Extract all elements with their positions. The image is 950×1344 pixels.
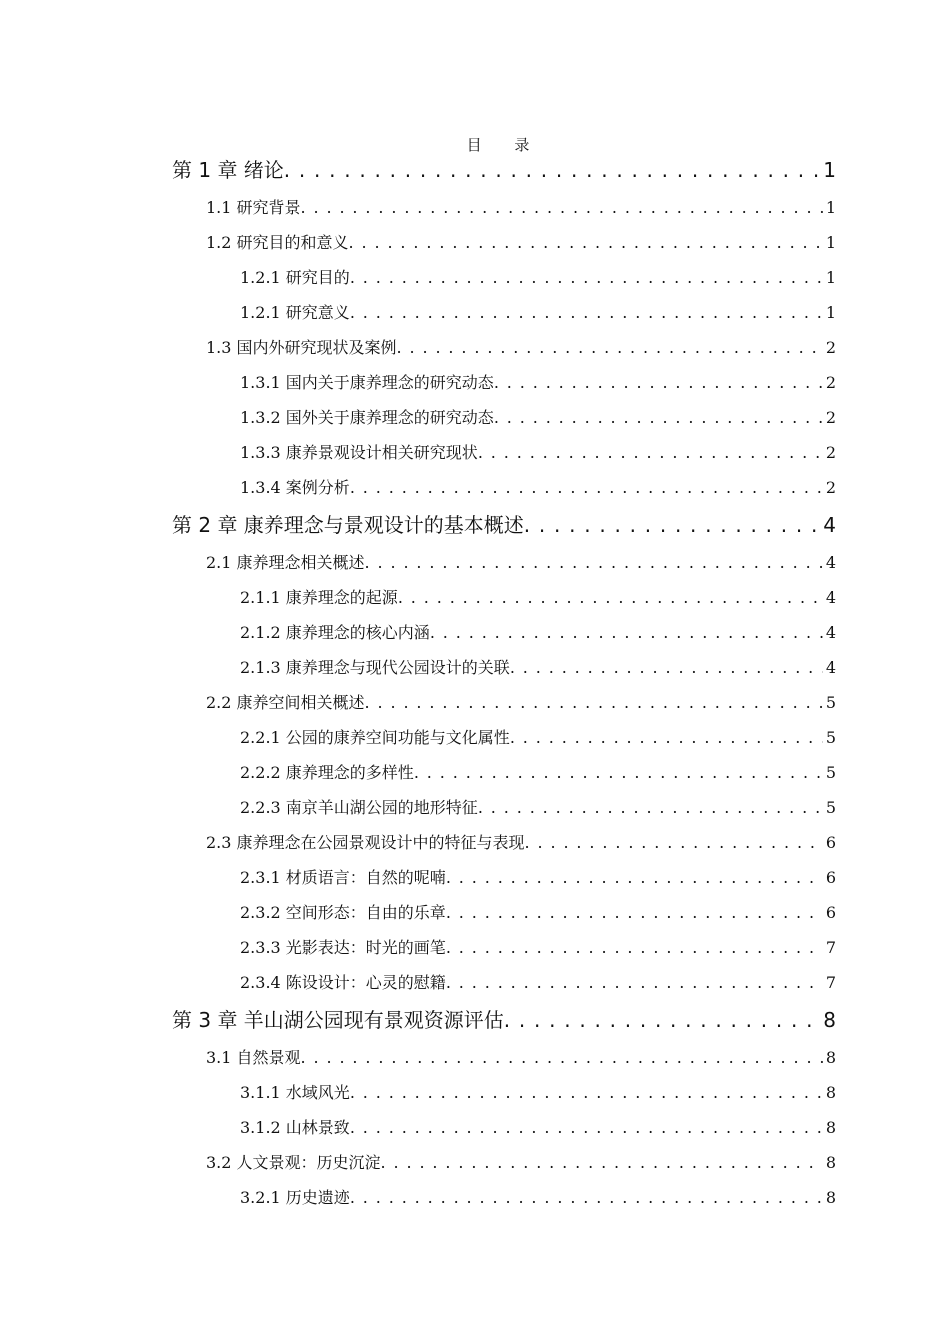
toc-entry-label: 2.3.1 材质语言：自然的呢喃 <box>240 868 446 887</box>
toc-page-number: 1 <box>825 198 836 217</box>
toc-entry <box>240 405 836 431</box>
toc-leader-dots <box>494 373 823 392</box>
toc-entry <box>206 335 836 361</box>
toc-entry <box>240 370 836 396</box>
toc-page-number: 8 <box>825 1188 836 1207</box>
toc-entry-label: 2.2.1 公园的康养空间功能与文化属性 <box>240 728 510 747</box>
toc-page-number: 8 <box>825 1083 836 1102</box>
toc-page-number: 2 <box>825 443 836 462</box>
toc-leader-dots <box>510 658 823 677</box>
toc-entry <box>240 475 836 501</box>
toc-page-number: 2 <box>825 478 836 497</box>
toc-entry-label: 2.2.2 康养理念的多样性 <box>240 763 414 782</box>
toc-entry <box>240 440 836 466</box>
toc-entry-label: 1.3.4 案例分析 <box>240 478 350 497</box>
toc-leader-dots <box>350 1188 823 1207</box>
toc-entry-label: 3.1.2 山林景致 <box>240 1118 350 1137</box>
toc-page-number: 6 <box>825 868 836 887</box>
toc-leader-dots <box>284 158 820 182</box>
toc-entry <box>206 230 836 256</box>
toc-page-number: 6 <box>825 833 836 852</box>
toc-leader-dots <box>430 623 823 642</box>
toc-entry <box>240 655 836 681</box>
toc-leader-dots <box>350 478 823 497</box>
toc-leader-dots <box>414 763 823 782</box>
toc-entry <box>240 585 836 611</box>
toc-entry-label: 第 3 章 羊山湖公园现有景观资源评估 <box>172 1008 504 1032</box>
toc-leader-dots <box>478 798 823 817</box>
toc-entry <box>172 1004 836 1034</box>
toc-entry-label: 2.2 康养空间相关概述 <box>206 693 365 712</box>
toc-leader-dots <box>525 833 823 852</box>
toc-page-number: 1 <box>825 233 836 252</box>
toc-leader-dots <box>398 588 823 607</box>
toc-entry <box>206 830 836 856</box>
toc-entry <box>240 265 836 291</box>
toc-leader-dots <box>301 1048 823 1067</box>
toc-leader-dots <box>524 513 820 537</box>
toc-entry <box>240 1080 836 1106</box>
toc-page-number: 4 <box>823 513 836 537</box>
toc-entry <box>206 195 836 221</box>
toc-page-number: 2 <box>825 338 836 357</box>
toc-page-number: 2 <box>825 373 836 392</box>
toc-entry <box>206 550 836 576</box>
toc-entry-label: 第 1 章 绪论 <box>172 158 284 182</box>
toc-entry <box>206 1150 836 1176</box>
toc-leader-dots <box>446 973 823 992</box>
toc-page-number: 8 <box>825 1048 836 1067</box>
toc-page-number: 8 <box>825 1153 836 1172</box>
toc-page-number: 7 <box>825 973 836 992</box>
toc-entry-label: 2.3.4 陈设设计：心灵的慰籍 <box>240 973 446 992</box>
toc-entry-label: 1.3.3 康养景观设计相关研究现状 <box>240 443 478 462</box>
toc-page-number: 5 <box>825 763 836 782</box>
toc-leader-dots <box>350 268 823 287</box>
toc-leader-dots <box>301 198 823 217</box>
toc-entry-label: 2.2.3 南京羊山湖公园的地形特征 <box>240 798 478 817</box>
toc-leader-dots <box>510 728 823 747</box>
toc-leader-dots <box>349 233 823 252</box>
toc-entry-label: 2.3.3 光影表达：时光的画笔 <box>240 938 446 957</box>
toc-entry-label: 1.2.1 研究意义 <box>240 303 350 322</box>
toc-entry <box>206 1045 836 1071</box>
toc-entry-label: 1.2 研究目的和意义 <box>206 233 349 252</box>
toc-leader-dots <box>446 938 823 957</box>
toc-entry-label: 1.3.2 国外关于康养理念的研究动态 <box>240 408 494 427</box>
toc-page-number: 8 <box>825 1118 836 1137</box>
toc-title: 目 录 <box>466 136 544 154</box>
toc-entry-label: 3.2.1 历史遗迹 <box>240 1188 350 1207</box>
toc-page-number: 4 <box>825 658 836 677</box>
toc-leader-dots <box>397 338 823 357</box>
toc-entry-label: 2.1.3 康养理念与现代公园设计的关联 <box>240 658 510 677</box>
toc-page-number: 5 <box>825 798 836 817</box>
toc-page-number: 4 <box>825 553 836 572</box>
toc-entry <box>240 300 836 326</box>
toc-entry <box>172 154 836 184</box>
toc-entry-label: 第 2 章 康养理念与景观设计的基本概述 <box>172 513 524 537</box>
toc-entry-label: 2.3.2 空间形态：自由的乐章 <box>240 903 446 922</box>
toc-entry-label: 3.1 自然景观 <box>206 1048 301 1067</box>
toc-leader-dots <box>350 1118 823 1137</box>
toc-leader-dots <box>350 1083 823 1102</box>
toc-entry-label: 2.1.1 康养理念的起源 <box>240 588 398 607</box>
toc-entry-label: 2.1 康养理念相关概述 <box>206 553 365 572</box>
toc-entry <box>240 725 836 751</box>
toc-leader-dots <box>365 693 823 712</box>
toc-entry-label: 2.3 康养理念在公园景观设计中的特征与表现 <box>206 833 525 852</box>
toc-entry <box>172 509 836 539</box>
toc-entry <box>206 690 836 716</box>
toc-page-number: 7 <box>825 938 836 957</box>
toc-entry-label: 3.2 人文景观：历史沉淀 <box>206 1153 381 1172</box>
toc-page-number: 1 <box>825 268 836 287</box>
toc-entry <box>240 620 836 646</box>
toc-page-number: 4 <box>825 623 836 642</box>
toc-entry-label: 2.1.2 康养理念的核心内涵 <box>240 623 430 642</box>
toc-entry-label: 1.3 国内外研究现状及案例 <box>206 338 397 357</box>
toc-page-number: 8 <box>823 1008 836 1032</box>
toc-entry-label: 1.1 研究背景 <box>206 198 301 217</box>
toc-page-number: 5 <box>825 728 836 747</box>
toc-entry-label: 1.3.1 国内关于康养理念的研究动态 <box>240 373 494 392</box>
toc-entry <box>240 1115 836 1141</box>
toc-page-number: 1 <box>823 158 836 182</box>
toc-page-number: 1 <box>825 303 836 322</box>
toc-leader-dots <box>504 1008 820 1032</box>
toc-entry <box>240 970 836 996</box>
toc-leader-dots <box>478 443 823 462</box>
toc-entry <box>240 935 836 961</box>
toc-entry-label: 3.1.1 水域风光 <box>240 1083 350 1102</box>
toc-entry <box>240 900 836 926</box>
toc-entry-label: 1.2.1 研究目的 <box>240 268 350 287</box>
toc-page-number: 2 <box>825 408 836 427</box>
toc-leader-dots <box>446 903 823 922</box>
toc-leader-dots <box>350 303 823 322</box>
toc-leader-dots <box>494 408 823 427</box>
toc-leader-dots <box>365 553 823 572</box>
toc-entry <box>240 865 836 891</box>
toc-entry <box>240 1185 836 1211</box>
toc-page-number: 6 <box>825 903 836 922</box>
toc-leader-dots <box>446 868 823 887</box>
toc-entry <box>240 795 836 821</box>
toc-entry <box>240 760 836 786</box>
toc-page-number: 4 <box>825 588 836 607</box>
toc-leader-dots <box>381 1153 823 1172</box>
toc-page-number: 5 <box>825 693 836 712</box>
